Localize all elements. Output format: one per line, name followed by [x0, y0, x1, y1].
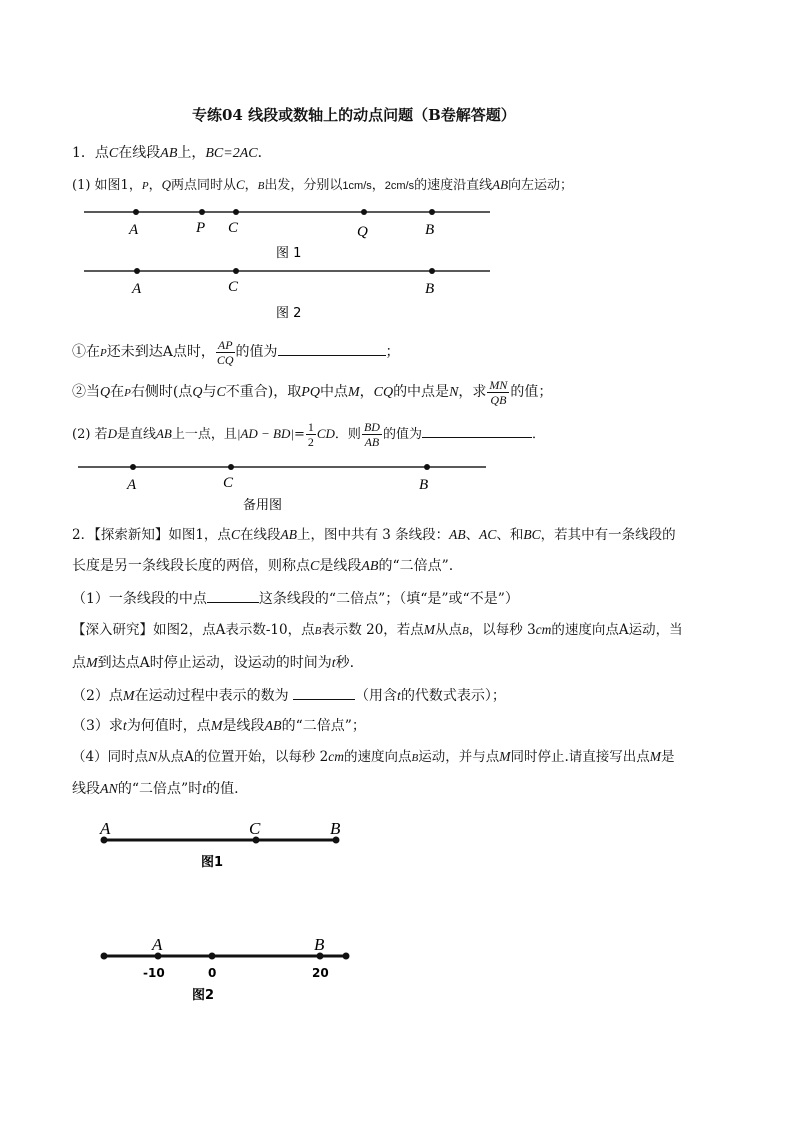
q2-fig2-caption: 图2 [192, 988, 215, 1003]
q2-sub4: （4）同时点N从点A的位置开始，以每秒 2cm的速度向点B运动，并与点M同时停止.请直接写出点M是 [72, 749, 675, 765]
q1-part2: (2) 若D是直线AB上一点，且|AD − BD|= $\frac{1}{2}$ CD．则 $\frac{BD}{AB}$ 的值为 ． [72, 420, 545, 449]
q2-deep2: 点M到达点A时停止运动，设运动的时间为t秒. [72, 655, 355, 671]
q2-fig2-label-a: A [152, 935, 163, 954]
q2-fig2-label-b: B [314, 935, 325, 954]
q2-fig1-label-c: C [249, 819, 261, 838]
q2-fig2-num-0: 0 [208, 966, 217, 980]
q2-fig1-label-a: A [100, 819, 111, 838]
fig2-caption: 图 2 [276, 306, 302, 321]
spare-label-a: A [127, 477, 137, 493]
q2-deep1: 【深入研究】如图2，点A表示数-10，点B表示数 20，若点M从点B，以每秒 3cm的速度向点A运动，当 [72, 622, 683, 638]
q2-fig2-origin [209, 953, 216, 960]
page-title: 专练04 线段或数轴上的动点问题（B卷解答题） [192, 106, 516, 124]
q1-sub2: ②当Q在P右侧时(点Q与C不重合)，取PQ中点M，CQ的中点是N，求 $\frac{MN}{QB}$ 的值； [72, 377, 553, 407]
frac-ap-cq: $\frac{AP}{CQ}$ [216, 337, 234, 367]
spare-label-c: C [223, 475, 234, 491]
fig2-label-c: C [228, 279, 239, 295]
fig1-caption: 图 1 [276, 246, 302, 261]
q2-line1: 2．【探索新知】如图1，点C在线段AB上，图中共有 3 条线段：AB、AC、和BC，若其中有一条线段的 [72, 527, 676, 543]
q2-fig1-caption: 图1 [201, 855, 224, 870]
fig2-label-b: B [425, 281, 435, 297]
q2-fig2-right-end [343, 953, 350, 960]
fig1-label-b: B [425, 222, 435, 238]
q1-intro: 1．点C在线段AB上，BC=2AC． [72, 145, 272, 161]
q2-sub3: （3）求t为何值时，点M是线段AB的“二倍点”； [72, 718, 366, 734]
q2-fig2-num-20: 20 [312, 966, 329, 980]
q1-sub1: ①在P还未到达A点时， $\frac{AP}{CQ}$ 的值为 ； [72, 337, 400, 367]
q2-fig1-label-b: B [330, 819, 341, 838]
spare-label-b: B [419, 477, 429, 493]
q1-part1: (1) 如图1，P，Q两点同时从C，B出发，分别以1cm/s，2cm/s的速度沿直线AB向左运动； [72, 177, 574, 193]
fig1-label-q: Q [357, 224, 368, 240]
q2-sub4-cont: 线段AN的“二倍点”时t的值. [72, 781, 239, 797]
q2-fig2-num-neg10: -10 [143, 966, 165, 980]
fig2-label-a: A [132, 281, 142, 297]
fig1-label-a: A [129, 222, 139, 238]
q2-sub2: （2）点M在运动过程中表示的数为 （用含t的代数式表示）； [72, 688, 506, 704]
spare-caption: 备用图 [243, 498, 283, 513]
fig1-label-p: P [196, 220, 206, 236]
q2-sub1: （1）一条线段的中点 这条线段的“二倍点”；（填“是”或“不是”） [72, 591, 519, 607]
frac-one-half: $\frac{1}{2}$ [307, 420, 314, 449]
q2-line2: 长度是另一条线段长度的两倍，则称点C是线段AB的“二倍点”. [72, 558, 454, 574]
frac-bd-ab: $\frac{BD}{AB}$ [363, 420, 380, 449]
fig1-label-c: C [228, 220, 239, 236]
frac-mn-qb: $\frac{MN}{QB}$ [489, 377, 508, 407]
q2-fig2-left-end [101, 953, 108, 960]
